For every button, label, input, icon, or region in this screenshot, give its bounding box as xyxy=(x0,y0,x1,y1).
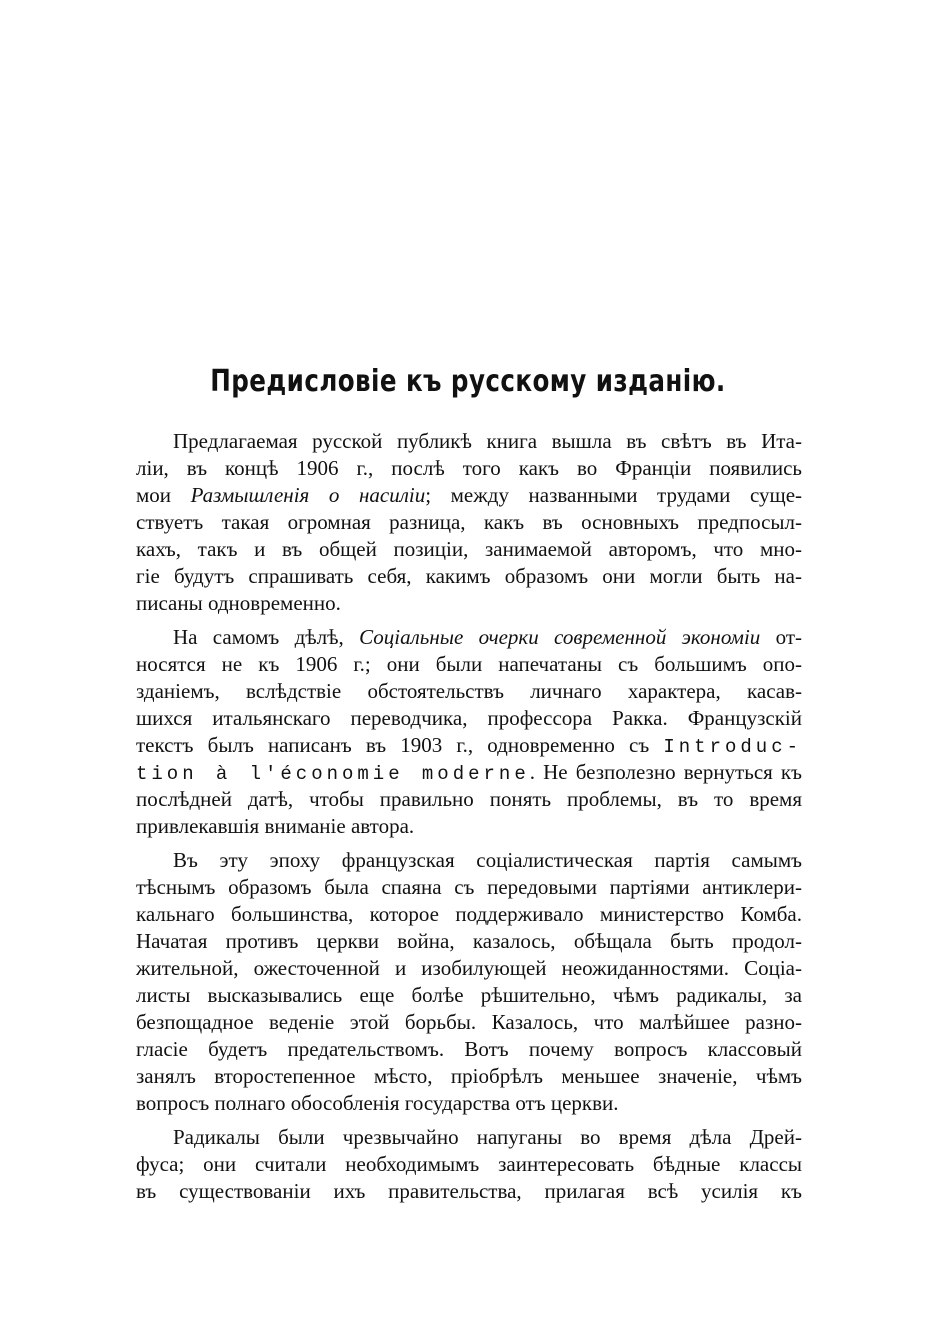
text-line: жительной, ожесточенной и изобилующей неожиданностями. Соціа- xyxy=(136,956,802,980)
text-line: носятся не къ 1906 г.; они были напечатаны съ большимъ опо- xyxy=(136,652,802,676)
text-line: послѣдней датѣ, чтобы правильно понять проблемы, въ то время xyxy=(136,787,802,811)
paragraph xyxy=(136,624,802,840)
text-line: ліи, въ концѣ 1906 г., послѣ того какъ во Франціи появились xyxy=(136,456,802,480)
text-line: занялъ второстепенное мѣсто, пріобрѣлъ меньшее значеніе, чѣмъ xyxy=(136,1064,802,1088)
text-line: привлекавшія вниманіе автора. xyxy=(136,814,415,838)
text-line: ствуетъ такая огромная разница, какъ въ основныхъ предпосыл- xyxy=(136,510,802,534)
text-line: гіе будутъ спрашивать себя, какимъ образомъ они могли быть на- xyxy=(136,564,802,588)
text-line xyxy=(136,732,802,759)
text-line: кахъ, такъ и въ общей позиціи, занимаемой авторомъ, что мно- xyxy=(136,537,802,561)
text-segment: от- xyxy=(760,625,802,649)
book-title-reference: Introduc- xyxy=(663,736,802,758)
text-segment: . Не безполезно вернуться къ xyxy=(529,760,802,784)
paragraph xyxy=(136,847,802,1117)
text-line: кальнаго большинства, которое поддерживало министерство Комба. xyxy=(136,902,802,926)
text-segment: На самомъ дѣлѣ, xyxy=(173,625,360,649)
text-line: Предлагаемая русской публикѣ книга вышла въ свѣтъ въ Ита- xyxy=(173,429,802,453)
paragraph xyxy=(136,1124,802,1205)
page-title: Предисловіе къ русскому изданію. xyxy=(210,364,726,399)
paragraph xyxy=(136,428,802,617)
text-line: Начатая противъ церкви война, казалось, обѣщала быть продол- xyxy=(136,929,802,953)
text-line: гласіе будетъ предательствомъ. Вотъ почему вопросъ классовый xyxy=(136,1037,802,1061)
text-line: листы высказывались еще болѣе рѣшительно, чѣмъ радикалы, за xyxy=(136,983,802,1007)
book-title-reference: Соціальные очерки современной экономіи xyxy=(359,625,761,649)
book-title-reference: Размышленія о насиліи xyxy=(190,483,426,507)
text-line: безпощадное веденіе этой борьбы. Казалось, что малѣйшее разно- xyxy=(136,1010,802,1034)
text-line: писаны одновременно. xyxy=(136,591,341,615)
text-segment: мои xyxy=(136,483,191,507)
text-line: тѣснымъ образомъ была спаяна съ передовыми партіями антиклери- xyxy=(136,875,802,899)
text-segment: ; между названными трудами суще- xyxy=(425,483,803,507)
text-line: фуса; они считали необходимымъ заинтересовать бѣдные классы xyxy=(136,1152,802,1176)
text-segment: текстъ былъ написанъ въ 1903 г., одновременно съ xyxy=(136,733,664,757)
text-line: зданіемъ, вслѣдствіе обстоятельствъ личнаго характера, касав- xyxy=(136,679,802,703)
text-line: шихся итальянскаго переводчика, профессора Ракка. Французскій xyxy=(136,706,802,730)
preface-body xyxy=(136,428,802,1212)
book-title-reference: tion à l'économie moderne xyxy=(136,763,530,785)
text-line: Въ эту эпоху французская соціалистическая партія самымъ xyxy=(173,848,802,872)
text-line: въ существованіи ихъ правительства, прилагая всѣ усилія къ xyxy=(136,1179,802,1203)
text-line xyxy=(136,624,802,651)
text-line: Радикалы были чрезвычайно напуганы во время дѣла Дрей- xyxy=(173,1125,802,1149)
text-line: вопросъ полнаго обособленія государства отъ церкви. xyxy=(136,1091,619,1115)
text-line xyxy=(136,759,802,786)
text-line xyxy=(136,482,802,509)
